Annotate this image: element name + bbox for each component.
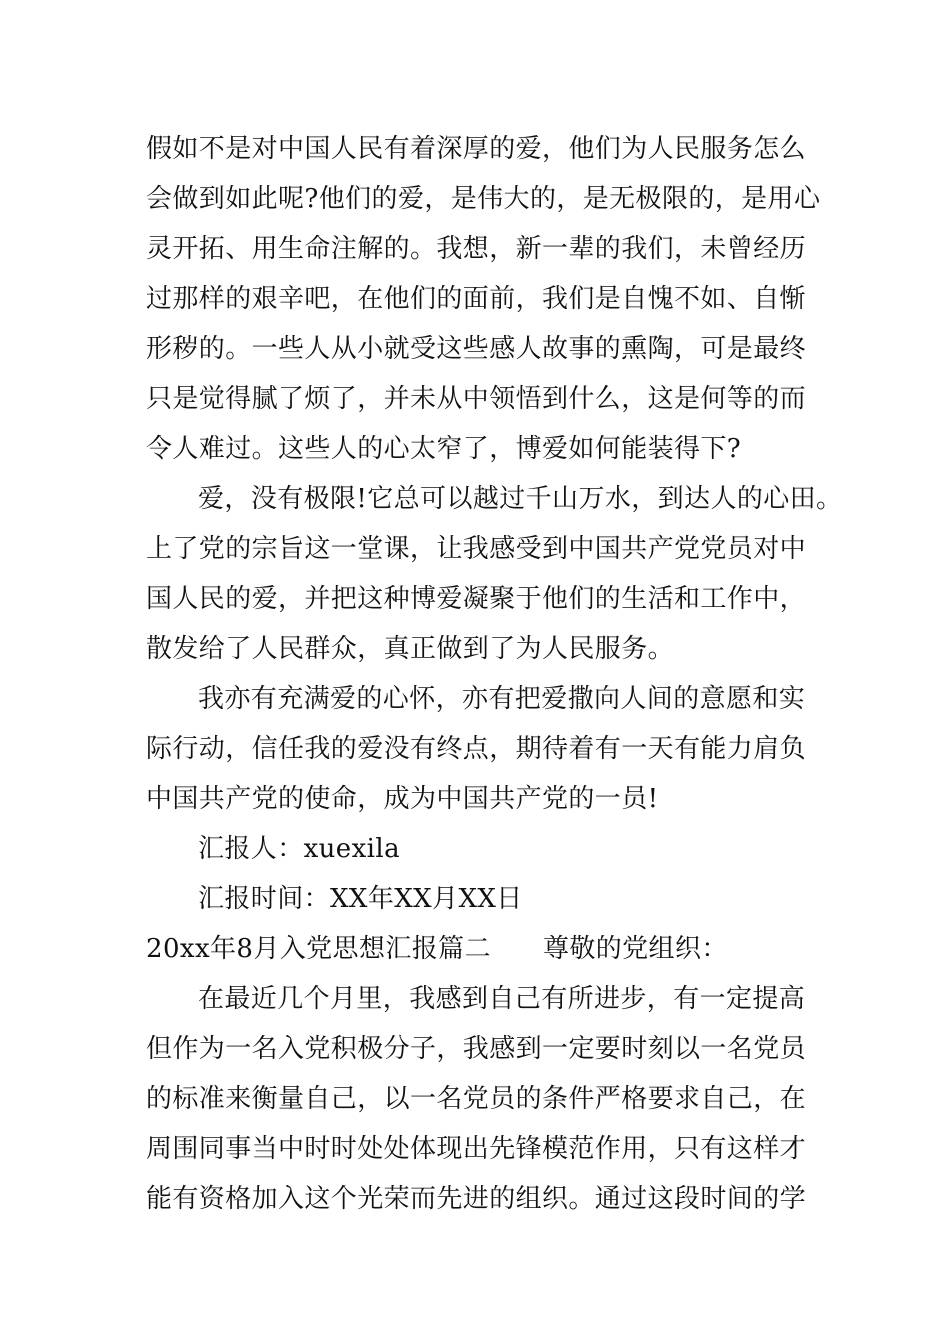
text-line: 散发给了人民群众，真正做到了为人民服务。 <box>146 634 675 664</box>
text-line: 中国共产党的使命，成为中国共产党的一员! <box>146 784 659 814</box>
text-line: 令人难过。这些人的心太窄了，博爱如何能装得下? <box>146 434 742 464</box>
text-line: 灵开拓、用生命注解的。我想，新一辈的我们，未曾经历 <box>146 234 807 264</box>
text-line: 会做到如此呢?他们的爱，是伟大的，是无极限的，是用心 <box>146 184 821 214</box>
text-line: 上了党的宗旨这一堂课，让我感受到中国共产党党员对中 <box>146 534 807 564</box>
paragraph-first-line: 爱，没有极限!它总可以越过千山万水，到达人的心田。 <box>198 484 843 514</box>
text-line: 过那样的艰辛吧，在他们的面前，我们是自愧不如、自惭 <box>146 284 807 314</box>
text-line: 际行动，信任我的爱没有终点，期待着有一天有能力肩负 <box>146 734 807 764</box>
text-line: 周围同事当中时时处处体现出先锋模范作用，只有这样才 <box>146 1134 807 1164</box>
report-date-line: 汇报时间：XX年XX月XX日 <box>198 884 523 914</box>
paragraph-first-line: 在最近几个月里，我感到自己有所进步，有一定提高 <box>198 984 806 1014</box>
text-line: 只是觉得腻了烦了，并未从中领悟到什么，这是何等的而 <box>146 384 807 414</box>
text-line: 的标准来衡量自己，以一名党员的条件严格要求自己，在 <box>146 1084 807 1114</box>
paragraph-first-line: 我亦有充满爱的心怀，亦有把爱撒向人间的意愿和实 <box>198 684 806 714</box>
text-line: 能有资格加入这个光荣而先进的组织。通过这段时间的学 <box>146 1184 807 1214</box>
text-line: 但作为一名入党积极分子，我感到一定要时刻以一名党员 <box>146 1034 807 1064</box>
text-line: 国人民的爱，并把这种博爱凝聚于他们的生活和工作中， <box>146 584 807 614</box>
text-line: 假如不是对中国人民有着深厚的爱，他们为人民服务怎么 <box>146 134 807 164</box>
text-line: 形秽的。一些人从小就受这些感人故事的熏陶，可是最终 <box>146 334 807 364</box>
reporter-line: 汇报人：xuexila <box>198 834 400 864</box>
section-heading: 20xx年8月入党思想汇报篇二 尊敬的党组织： <box>146 934 728 964</box>
